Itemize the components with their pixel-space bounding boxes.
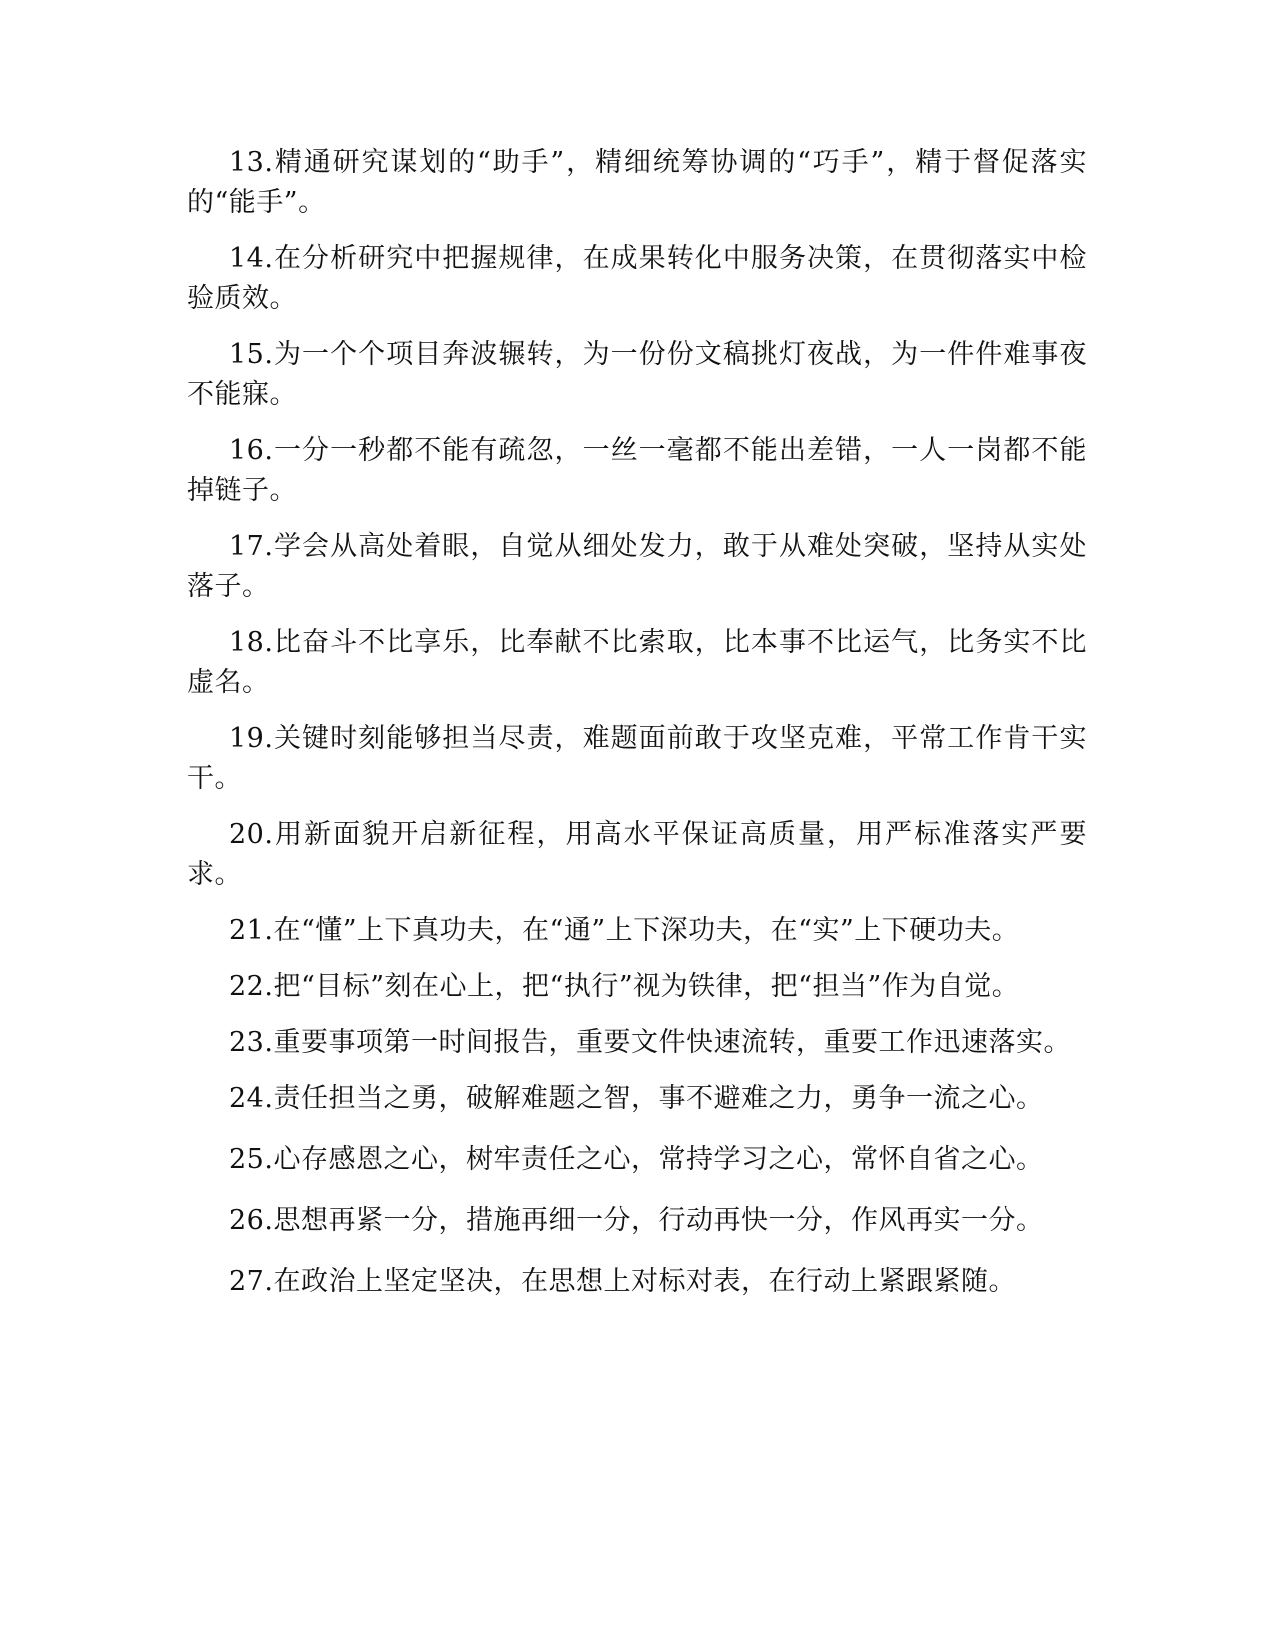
paragraph-22: 22.把“目标”刻在心上，把“执行”视为铁律，把“担当”作为自觉。 (229, 971, 1020, 1002)
paragraph-19: 19.关键时刻能够担当尽责，难题面前敢于攻坚克难，平常工作肯干实干。 (187, 723, 1087, 794)
paragraph-16: 16.一分一秒都不能有疏忽，一丝一毫都不能出差错，一人一岗都不能掉链子。 (187, 435, 1087, 506)
paragraph-25: 25.心存感恩之心，树牢责任之心，常持学习之心，常怀自省之心。 (229, 1144, 1044, 1175)
document-body (187, 143, 1087, 1323)
paragraph-14: 14.在分析研究中把握规律，在成果转化中服务决策，在贯彻落实中检验质效。 (187, 243, 1087, 314)
paragraph-18: 18.比奋斗不比享乐，比奉献不比索取，比本事不比运气，比务实不比虚名。 (187, 627, 1087, 698)
paragraph-26: 26.思想再紧一分，措施再细一分，行动再快一分，作风再实一分。 (229, 1205, 1044, 1236)
paragraph-13: 13.精通研究谋划的“助手”，精细统筹协调的“巧手”，精于督促落实的“能手”。 (187, 147, 1087, 218)
paragraph-24: 24.责任担当之勇，破解难题之智，事不避难之力，勇争一流之心。 (229, 1083, 1044, 1114)
paragraph-23: 23.重要事项第一时间报告，重要文件快速流转，重要工作迅速落实。 (229, 1027, 1071, 1058)
paragraph-21: 21.在“懂”上下真功夫，在“通”上下深功夫，在“实”上下硬功夫。 (229, 915, 1020, 946)
paragraph-20: 20.用新面貌开启新征程，用高水平保证高质量，用严标准落实严要求。 (187, 819, 1087, 890)
paragraph-27: 27.在政治上坚定坚决，在思想上对标对表，在行动上紧跟紧随。 (229, 1266, 1016, 1297)
paragraph-15: 15.为一个个项目奔波辗转，为一份份文稿挑灯夜战，为一件件难事夜不能寐。 (187, 339, 1087, 410)
paragraph-17: 17.学会从高处着眼，自觉从细处发力，敢于从难处突破，坚持从实处落子。 (187, 531, 1087, 602)
